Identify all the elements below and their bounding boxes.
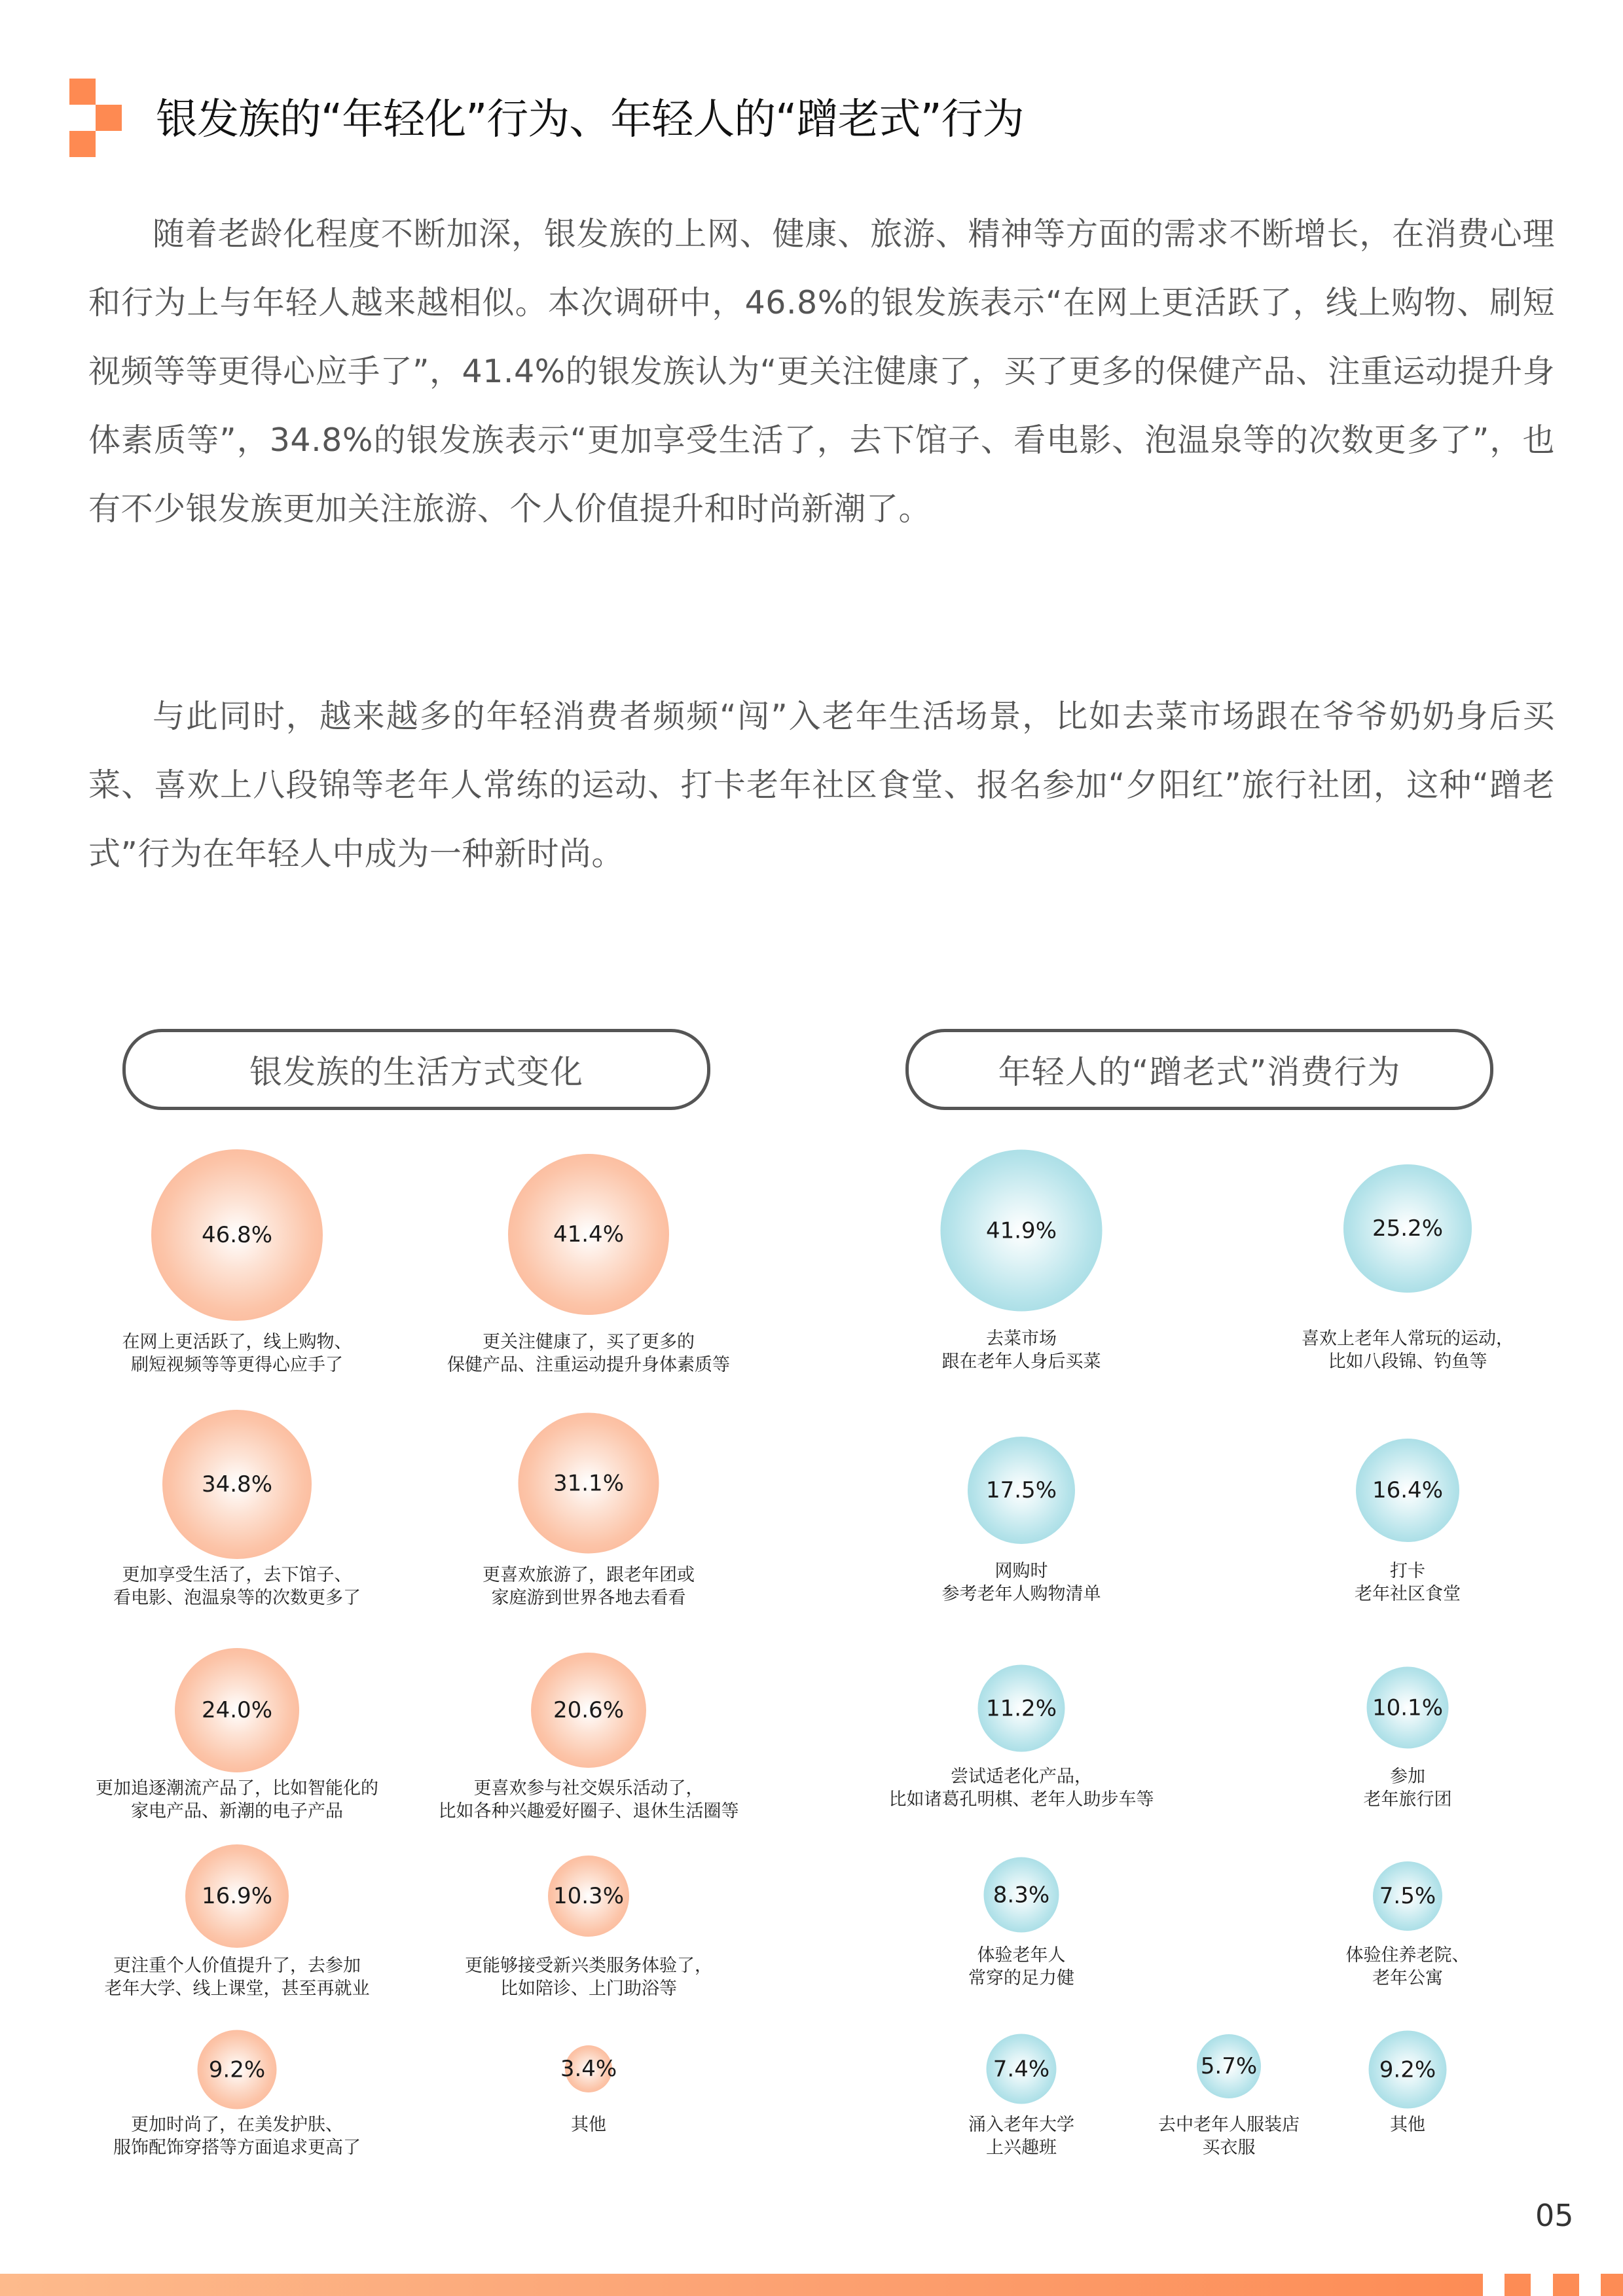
bubble-label-line: 比如诸葛孔明棋、老年人助步车等	[888, 1789, 1154, 1810]
bubble: 10.3%	[548, 1856, 629, 1937]
bubble-label-line: 尝试适老化产品，	[951, 1767, 1092, 1787]
section-title-left	[122, 1029, 710, 1110]
bubble-label-line: 体验老年人	[977, 1945, 1066, 1965]
bubble-label-line: 保健产品、注重运动提升身体素质等	[447, 1355, 730, 1375]
bubble-label-line: 比如八段锦、钓鱼等	[1328, 1352, 1487, 1372]
bubble: 16.9%	[185, 1844, 289, 1948]
logo-square-icon	[69, 79, 96, 105]
bubble: 46.8%	[151, 1149, 323, 1321]
bubble-label-line: 服饰配饰穿搭等方面追求更高了	[113, 2138, 361, 2158]
bubble-label	[942, 1560, 1101, 1605]
footer-segment	[1504, 2274, 1531, 2296]
bubble: 31.1%	[519, 1413, 659, 1554]
bubble-label	[96, 1777, 378, 1823]
footer-segment	[1553, 2274, 1579, 2296]
page-title: 银发族的“年轻化”行为、年轻人的“蹭老式”行为	[156, 96, 1024, 144]
bubble-label-line: 打卡	[1390, 1561, 1425, 1581]
body-paragraph-2: 与此同时，越来越多的年轻消费者频频“闯”入老年生活场景，比如去菜市场跟在爷爷奶奶身后买菜、喜欢上八段锦等老年人常练的运动、打卡老年社区食堂、报名参加“夕阳红”旅行社团，这种“蹭老式”行为在年轻人中成为一种新时尚。	[88, 698, 1555, 872]
bubble-label-line: 更加追逐潮流产品了，比如智能化的	[96, 1778, 378, 1799]
bubble-label	[889, 1765, 1154, 1811]
bubble-label	[968, 2113, 1074, 2159]
footer-band	[0, 2274, 1483, 2296]
bubble-label-line: 常穿的足力健	[968, 1968, 1074, 1988]
bubble-label-line: 老年社区食堂	[1355, 1584, 1461, 1604]
bubble-label-line: 其他	[1390, 2115, 1425, 2135]
bubble: 41.9%	[941, 1150, 1103, 1312]
bubble-label	[942, 1327, 1101, 1373]
bubble-label-line: 去中老年人服装店	[1158, 2115, 1300, 2135]
body-paragraph-1: 随着老龄化程度不断加深，银发族的上网、健康、旅游、精神等方面的需求不断增长，在消费心理和行为上与年轻人越来越相似。本次调研中，46.8%的银发族表示“在网上更活跃了，线上购物、刷短视频等等更得心应手了”，41.4%的银发族认为“更关注健康了，买了更多的保健产品、注重运动提升身体素质等”，34.8%的银发族表示“更加享受生活了，去下馆子、看电影、泡温泉等的次数更多了”，也有不少银发族更加关注旅游、个人价值提升和时尚新潮了。	[88, 215, 1555, 528]
bubble-label-line: 喜欢上老年人常玩的运动，	[1302, 1329, 1514, 1349]
bubble: 9.2%	[198, 2030, 277, 2109]
bubble-label-line: 参考老年人购物清单	[941, 1584, 1101, 1604]
bubble-label-line: 老年公寓	[1372, 1968, 1443, 1988]
bubble-label	[1355, 1560, 1461, 1605]
bubble-label-line: 去菜市场	[986, 1329, 1057, 1349]
bubble: 16.4%	[1356, 1439, 1459, 1542]
bubble: 17.5%	[968, 1437, 1075, 1544]
section-title-right-label: 年轻人的“蹭老式”消费行为	[998, 1053, 1401, 1091]
footer-segment	[1601, 2274, 1623, 2296]
bubble-label-line: 上兴趣班	[986, 2138, 1057, 2158]
bubble-label-line: 在网上更活跃了，线上购物、	[122, 1332, 352, 1352]
bubble: 7.4%	[987, 2034, 1057, 2104]
bubble-label	[439, 1777, 739, 1823]
bubble-label-line: 更加享受生活了，去下馆子、	[122, 1565, 352, 1585]
bubble-label	[968, 1944, 1074, 1990]
bubble-label-line: 网购时	[994, 1561, 1048, 1581]
bubble: 24.0%	[175, 1648, 299, 1772]
bubble-label	[113, 1564, 361, 1609]
bubble: 34.8%	[162, 1410, 312, 1559]
bubble-label-line: 更喜欢参与社交娱乐活动了，	[473, 1778, 704, 1799]
bubble: 10.1%	[1367, 1667, 1449, 1749]
bubble-label-line: 比如陪诊、上门助浴等	[500, 1979, 677, 1999]
bubble-label-line: 体验住养老院、	[1345, 1945, 1470, 1965]
bubble-label-line: 看电影、泡温泉等的次数更多了	[113, 1588, 361, 1608]
bubble-label-line: 老年旅行团	[1363, 1789, 1452, 1810]
bubble: 8.3%	[984, 1857, 1059, 1933]
bubble-label-line: 跟在老年人身后买菜	[941, 1352, 1101, 1372]
bubble-label-line: 涌入老年大学	[968, 2115, 1074, 2135]
bubble-label-line: 更注重个人价值提升了，去参加	[113, 1956, 361, 1976]
bubble-label	[571, 2113, 606, 2136]
bubble: 11.2%	[978, 1665, 1065, 1752]
section-title-left-label: 银发族的生活方式变化	[249, 1053, 583, 1091]
bubble-label	[1390, 2113, 1425, 2136]
bubble-label-line: 买衣服	[1202, 2138, 1256, 2158]
bubble-label-line: 更加时尚了，在美发护肤、	[131, 2115, 343, 2135]
page-number: 05	[1535, 2198, 1574, 2233]
bubble-label	[1302, 1327, 1514, 1373]
bubble-label-line: 比如各种兴趣爱好圈子、退休生活圈等	[438, 1801, 739, 1821]
bubble: 25.2%	[1343, 1164, 1472, 1293]
bubble-label	[105, 1954, 370, 2000]
bubble-label-line: 家庭游到世界各地去看看	[491, 1588, 686, 1608]
bubble-label	[113, 2113, 361, 2159]
bubble: 9.2%	[1369, 2031, 1447, 2109]
bubble: 7.5%	[1373, 1861, 1442, 1931]
bubble-label-line: 家电产品、新潮的电子产品	[131, 1801, 343, 1821]
bubble-label	[122, 1331, 352, 1376]
logo-square-icon	[96, 105, 122, 131]
bubble: 5.7%	[1197, 2034, 1261, 2098]
bubble-label-line: 更能够接受新兴类服务体验了，	[465, 1956, 712, 1976]
bubble-label	[1364, 1765, 1452, 1811]
logo-square-icon	[69, 131, 96, 157]
bubble-label-line: 更关注健康了，买了更多的	[483, 1332, 695, 1352]
bubble-label	[1346, 1944, 1470, 1990]
bubble-label-line: 其他	[571, 2115, 606, 2135]
bubble: 41.4%	[508, 1154, 669, 1315]
bubble-label	[447, 1331, 730, 1376]
bubble-label-line: 刷短视频等等更得心应手了	[131, 1355, 343, 1375]
bubble-label	[1158, 2113, 1300, 2159]
bubble-label-line: 更喜欢旅游了，跟老年团或	[483, 1565, 695, 1585]
bubble-label	[483, 1564, 695, 1609]
bubble: 20.6%	[531, 1653, 646, 1768]
section-title-right	[905, 1029, 1493, 1110]
bubble-label-line: 老年大学、线上课堂，甚至再就业	[104, 1979, 370, 1999]
bubble-label-line: 参加	[1390, 1767, 1425, 1787]
bubble-label	[465, 1954, 712, 2000]
bubble: 3.4%	[565, 2045, 612, 2092]
